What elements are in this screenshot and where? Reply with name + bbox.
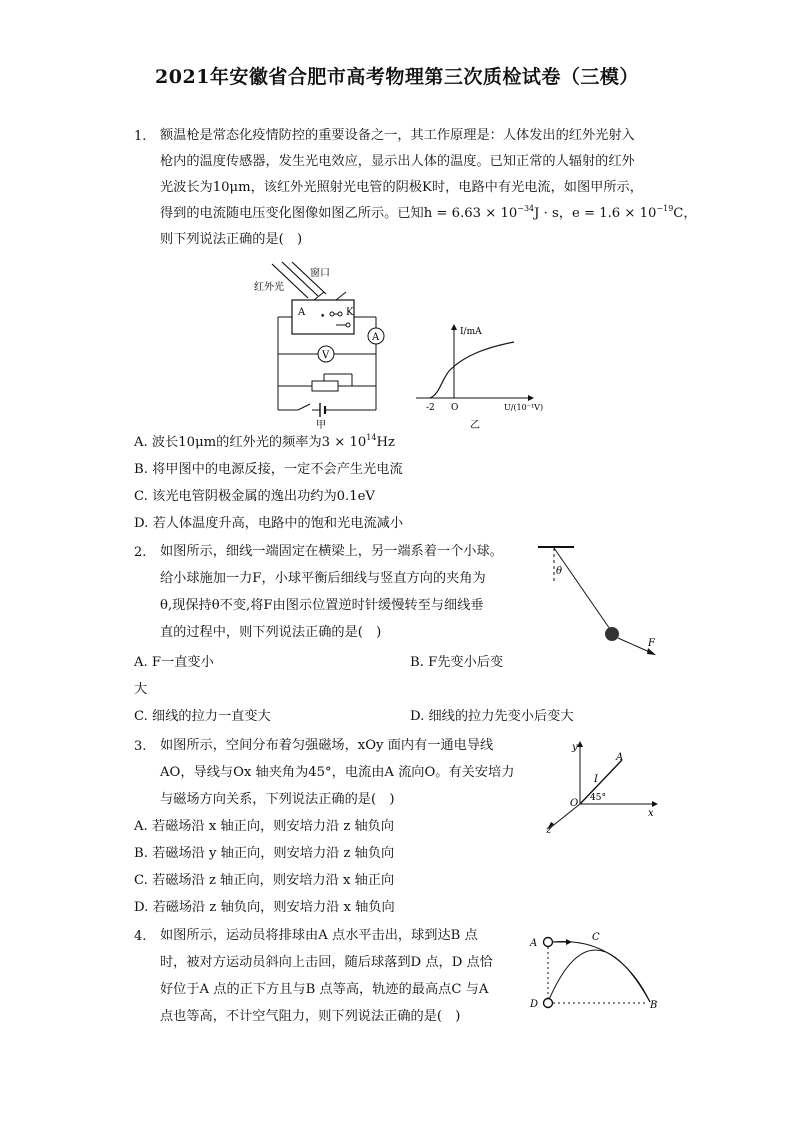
- svg-text:I: I: [594, 774, 598, 785]
- figure-axes: [542, 738, 664, 834]
- svg-text:B: B: [650, 1000, 658, 1011]
- figure-volleyball-trajectory: [528, 926, 664, 1014]
- figure-graph-yi: [414, 322, 544, 432]
- svg-text:A: A: [372, 332, 380, 343]
- question-text: θ,现保持θ不变,将F由图示位置逆时针缓慢转至与细线垂: [160, 598, 484, 613]
- option-c[interactable]: C. 若磁场沿 z 轴正向，则安培力沿 x 轴正向: [134, 873, 395, 888]
- svg-text:U/(10⁻¹V): U/(10⁻¹V): [504, 403, 544, 412]
- option-c[interactable]: C. 该光电管阴极金属的逸出功约为0.1eV: [134, 489, 375, 504]
- option-d[interactable]: D. 若人体温度升高，电路中的饱和光电流减小: [134, 516, 404, 531]
- svg-text:红外光: 红外光: [254, 282, 284, 293]
- option-b[interactable]: B. 将甲图中的电源反接，一定不会产生光电流: [134, 462, 403, 477]
- svg-text:F: F: [648, 638, 655, 649]
- question-text: 点也等高，不计空气阻力，则下列说法正确的是( ): [160, 1009, 461, 1024]
- question-text: 好位于A 点的正下方且与B 点等高，轨迹的最高点C 与A: [160, 982, 489, 997]
- svg-text:V: V: [322, 350, 330, 361]
- question-text: 直的过程中，则下列说法正确的是( ): [160, 625, 382, 640]
- svg-text:x: x: [648, 808, 654, 819]
- question-text: 则下列说法正确的是( ): [160, 232, 303, 247]
- question-number: 1.: [134, 129, 147, 144]
- svg-text:A: A: [616, 752, 624, 763]
- svg-text:D: D: [530, 999, 539, 1010]
- svg-text:θ: θ: [556, 566, 563, 577]
- option-b-wrap: 大: [134, 682, 148, 697]
- figure-pendulum: [534, 544, 664, 656]
- question-text: 与磁场方向关系，下列说法正确的是( ): [160, 792, 395, 807]
- question-text: AO，导线与Ox 轴夹角为45°，电流由A 流向O。有关安培力: [160, 765, 515, 780]
- svg-text:-2: -2: [426, 403, 435, 413]
- question-text: 时，被对方运动员斜向上击回，随后球落到D 点，D 点恰: [160, 955, 493, 970]
- figure-circuit-jia: [252, 262, 392, 432]
- option-d[interactable]: D. 细线的拉力先变小后变大: [410, 709, 574, 724]
- question-number: 2.: [134, 545, 147, 560]
- svg-text:A: A: [298, 307, 306, 318]
- question-text: 如图所示，细线一端固定在横梁上，另一端系着一个小球。: [160, 544, 503, 559]
- svg-text:O: O: [451, 403, 459, 413]
- svg-text:z: z: [546, 825, 552, 836]
- question-text: 枪内的温度传感器，发生光电效应，显示出人体的温度。已知正常的人辐射的红外: [160, 154, 635, 169]
- option-c[interactable]: C. 细线的拉力一直变大: [134, 709, 271, 724]
- question-number: 4.: [134, 929, 147, 944]
- question-text: 得到的电流随电压变化图像如图乙所示。已知$h = 6.63 \times 10^{-34}J \cdot s$，$e = 1.6 \times 10^{-19}C$，: [160, 204, 697, 221]
- page-title: 2021年安徽省合肥市高考物理第三次质检试卷（三模）: [155, 66, 639, 88]
- option-b[interactable]: B. 若磁场沿 y 轴正向，则安培力沿 z 轴负向: [134, 846, 395, 861]
- option-a[interactable]: A. F一直变小: [134, 655, 214, 670]
- svg-text:C: C: [592, 932, 600, 943]
- option-d[interactable]: D. 若磁场沿 z 轴负向，则安培力沿 x 轴负向: [134, 900, 395, 915]
- option-a[interactable]: A. 波长10μm的红外光的频率为$3 \times 10^{14}Hz$: [134, 433, 395, 450]
- svg-text:I/mA: I/mA: [460, 327, 482, 337]
- question-text: 如图所示，运动员将排球由A 点水平击出，球到达B 点: [160, 928, 478, 943]
- question-text: 光波长为10μm，该红外光照射光电管的阴极K时，电路中有光电流，如图甲所示，: [160, 180, 643, 195]
- svg-text:•: •: [320, 312, 326, 322]
- svg-text:乙: 乙: [470, 420, 480, 431]
- svg-text:O: O: [570, 798, 579, 809]
- svg-text:K: K: [346, 307, 354, 318]
- option-a[interactable]: A. 若磁场沿 x 轴正向，则安培力沿 z 轴负向: [134, 819, 395, 834]
- option-b[interactable]: B. F先变小后变: [410, 655, 504, 670]
- svg-text:甲: 甲: [316, 420, 326, 431]
- svg-text:45°: 45°: [590, 793, 606, 803]
- svg-text:A: A: [530, 938, 538, 949]
- svg-text:窗口: 窗口: [310, 268, 330, 279]
- question-text: 额温枪是常态化疫情防控的重要设备之一，其工作原理是：人体发出的红外光射入: [160, 128, 635, 143]
- question-text: 如图所示，空间分布着匀强磁场，xOy 面内有一通电导线: [160, 738, 494, 753]
- question-number: 3.: [134, 739, 147, 754]
- question-text: 给小球施加一力F，小球平衡后细线与竖直方向的夹角为: [160, 571, 486, 586]
- svg-text:y: y: [572, 742, 578, 753]
